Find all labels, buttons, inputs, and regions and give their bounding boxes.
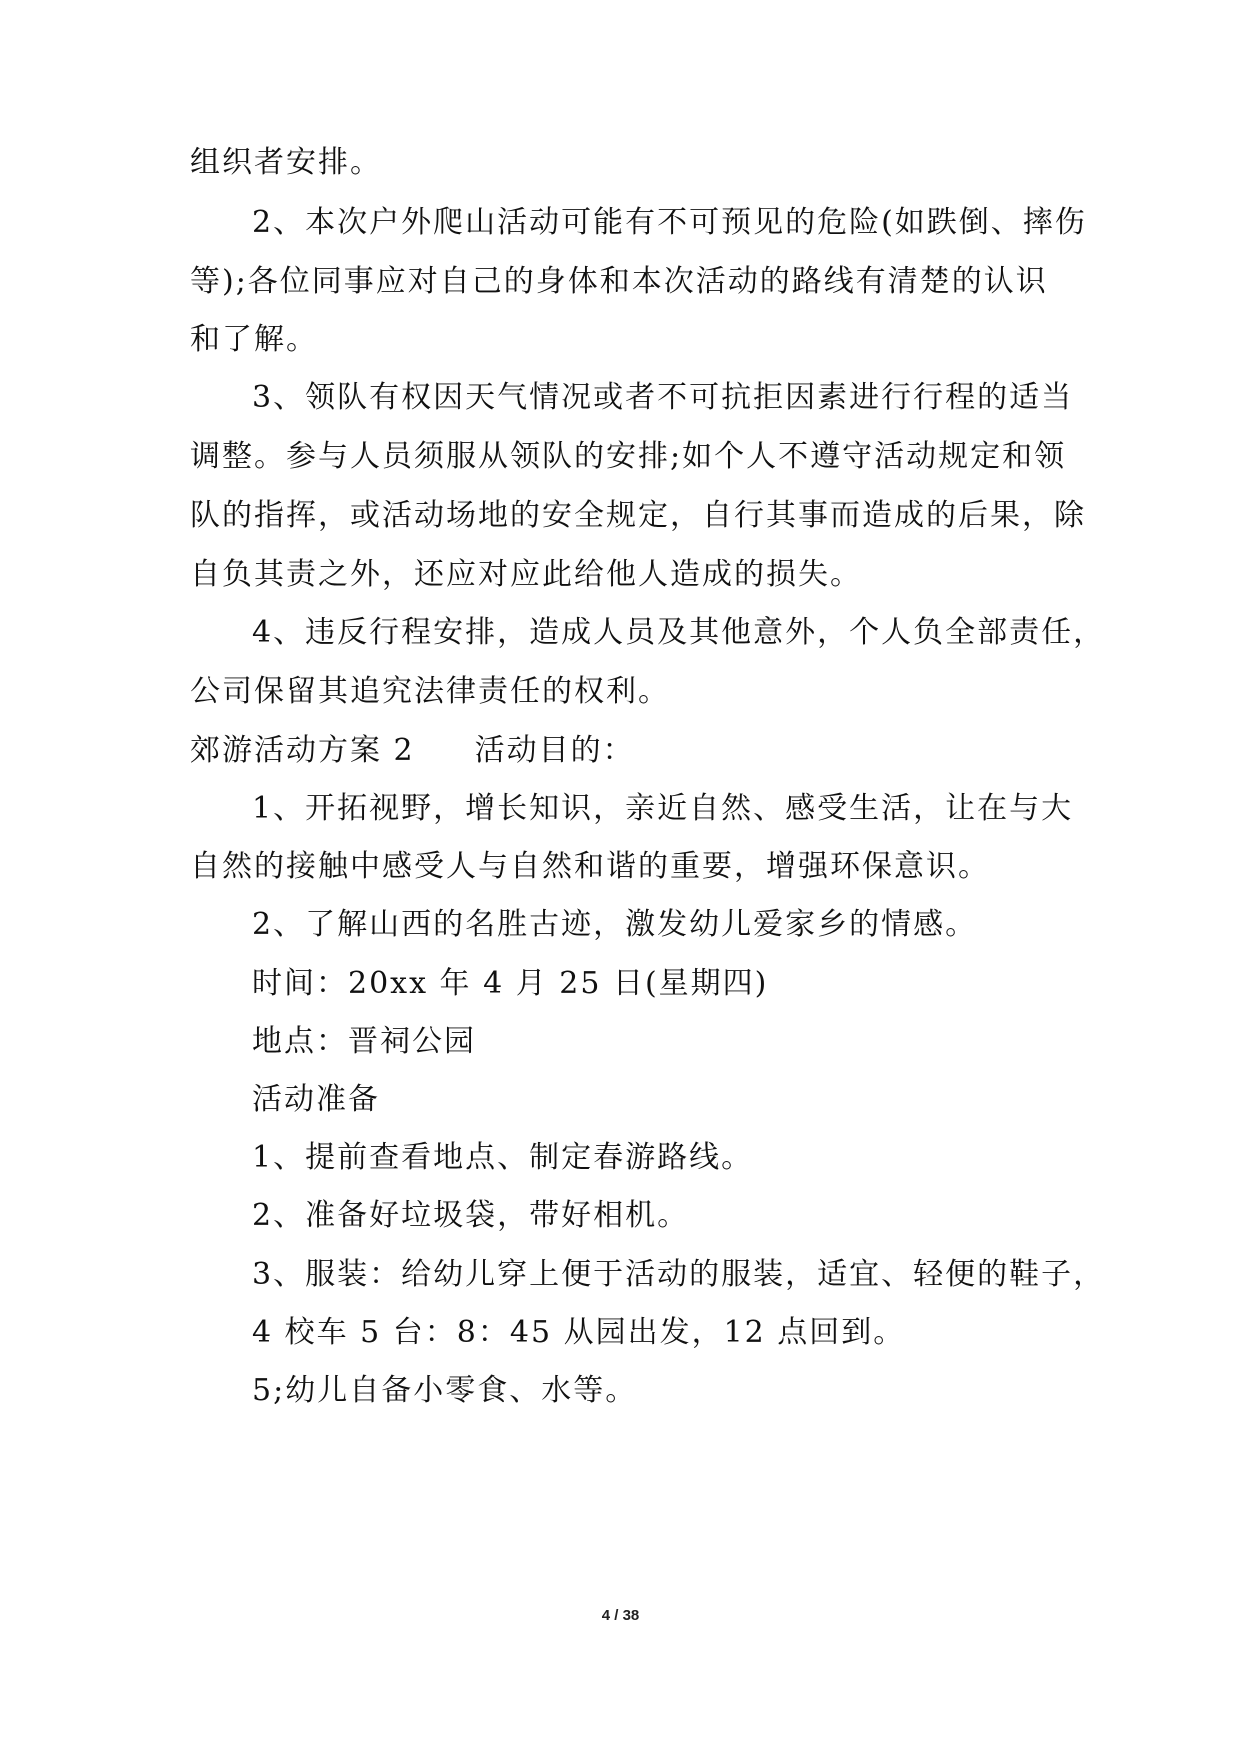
page-number: 4 / 38 (601, 1607, 640, 1624)
section-heading (190, 731, 1070, 771)
paragraph-line: 2、了解山西的名胜古迹，激发幼儿爱家乡的情感。 (252, 907, 978, 942)
list-item: 5;幼儿自备小零食、水等。 (252, 1373, 638, 1408)
paragraph-line: 等);各位同事应对自己的身体和本次活动的路线有清楚的认识 (190, 264, 1048, 299)
subheading: 活动准备 (252, 1082, 380, 1117)
paragraph-line: 调整。参与人员须服从领队的安排;如个人不遵守活动规定和领 (190, 439, 1067, 474)
paragraph-line: 公司保留其追究法律责任的权利。 (190, 674, 670, 709)
paragraph-line: 组织者安排。 (190, 145, 382, 180)
paragraph-line: 1、开拓视野，增长知识，亲近自然、感受生活，让在与大 (252, 791, 1074, 826)
paragraph-line: 和了解。 (190, 322, 318, 357)
location-line: 地点：晋祠公园 (252, 1024, 476, 1059)
paragraph-line: 4、违反行程安排，造成人员及其他意外，个人负全部责任， (252, 615, 1106, 650)
date-line: 时间：20xx 年 4 月 25 日(星期四) (252, 966, 769, 1001)
paragraph-line: 3、领队有权因天气情况或者不可抗拒因素进行行程的适当 (252, 380, 1074, 415)
list-item: 3、服装：给幼儿穿上便于活动的服装，适宜、轻便的鞋子， (252, 1257, 1106, 1292)
paragraph-line: 自负其责之外，还应对应此给他人造成的损失。 (190, 557, 862, 592)
section-title: 郊游活动方案 2 (190, 733, 415, 768)
purpose-label: 活动目的： (474, 733, 635, 768)
paragraph-line: 自然的接触中感受人与自然和谐的重要，增强环保意识。 (190, 849, 990, 884)
list-item: 1、提前查看地点、制定春游路线。 (252, 1140, 754, 1175)
paragraph-line: 2、本次户外爬山活动可能有不可预见的危险(如跌倒、摔伤 (252, 205, 1087, 240)
paragraph-line: 队的指挥，或活动场地的安全规定，自行其事而造成的后果，除 (190, 498, 1086, 533)
list-item: 4 校车 5 台：8：45 从园出发，12 点回到。 (252, 1315, 906, 1350)
list-item: 2、准备好垃圾袋，带好相机。 (252, 1198, 690, 1233)
